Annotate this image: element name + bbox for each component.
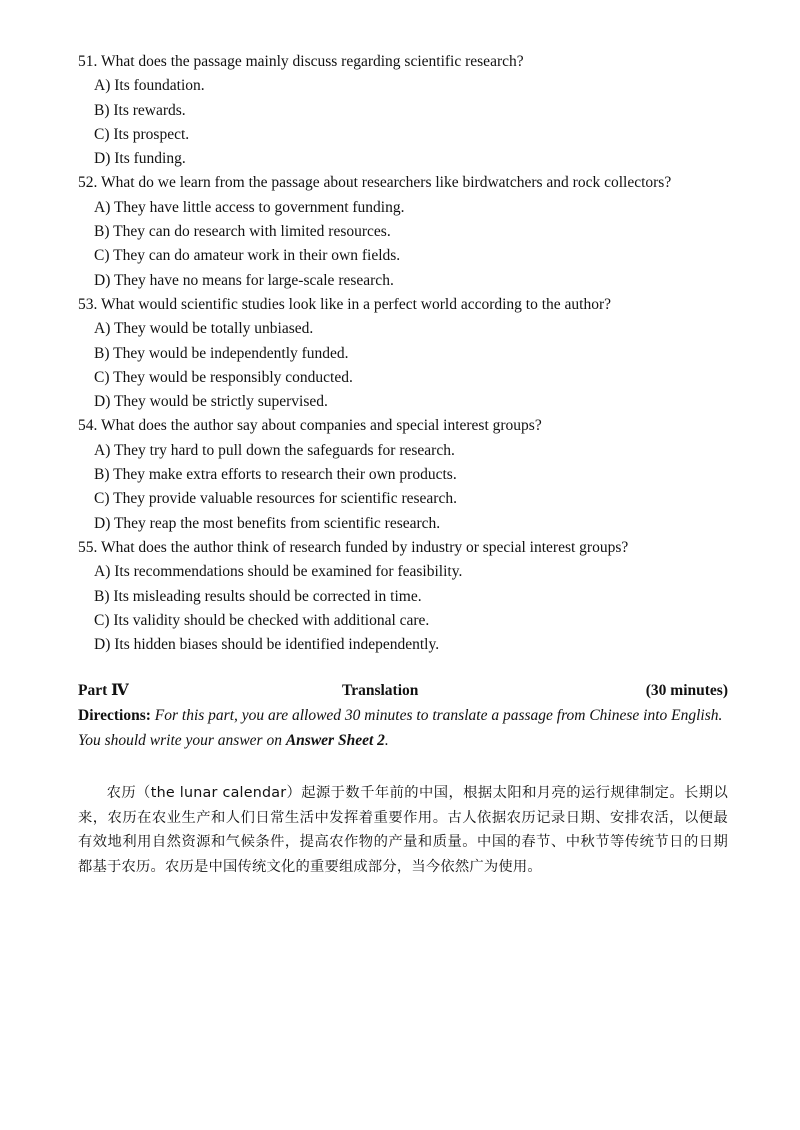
exam-page	[78, 50, 728, 879]
question-53	[78, 293, 728, 414]
option-c: C) Its prospect.	[94, 125, 190, 143]
question-stem: 52. What do we learn from the passage about researchers like birdwatchers and rock collectors?	[78, 174, 672, 192]
option-c: C) They would be responsibly conducted.	[94, 368, 353, 386]
question-list	[78, 50, 728, 657]
option-d: D) They have no means for large-scale research.	[94, 271, 394, 289]
part-time: (30 minutes)	[645, 682, 728, 700]
option-b: B) They can do research with limited resources.	[94, 223, 391, 241]
option-b: B) Its misleading results should be corrected in time.	[94, 587, 422, 605]
option-c: C) They can do amateur work in their own fields.	[94, 247, 401, 265]
option-a: A) They would be totally unbiased.	[94, 320, 314, 338]
option-c: C) Its validity should be checked with additional care.	[94, 611, 430, 629]
question-stem: 54. What does the author say about companies and special interest groups?	[78, 417, 542, 435]
question-stem: 51. What does the passage mainly discuss regarding scientific research?	[78, 53, 524, 70]
part-header	[78, 679, 728, 703]
directions-label: Directions:	[78, 707, 151, 725]
question-51	[78, 50, 728, 171]
translation-passage: 农历（the lunar calendar）起源于数千年前的中国，根据太阳和月亮的运行规律制定。长期以来，农历在农业生产和人们日常生活中发挥着重要作用。古人依据农历记录日期、安排农活，以便最有效地利用自然资源和气候条件，提高农作物的产量和质量。中国的春节、中秋节等传统节日的日期都基于农历。农历是中国传统文化的重要组成部分，当今依然广为使用。	[78, 785, 728, 875]
directions-end: .	[384, 731, 389, 749]
option-b: B) Its rewards.	[94, 101, 186, 119]
option-a: A) Its recommendations should be examined for feasibility.	[94, 563, 463, 581]
answer-sheet-ref: Answer Sheet 2	[285, 731, 385, 749]
question-stem: 55. What does the author think of research funded by industry or special interest groups?	[78, 538, 629, 556]
option-b: B) They make extra efforts to research their own products.	[94, 466, 457, 484]
option-a: A) Its foundation.	[94, 77, 205, 95]
option-d: D) They would be strictly supervised.	[94, 393, 328, 411]
option-a: A) They try hard to pull down the safeguards for research.	[94, 441, 455, 459]
question-54	[78, 414, 728, 535]
part-title: Translation	[342, 682, 419, 700]
question-52	[78, 171, 728, 292]
part-label: Part Ⅳ	[78, 682, 129, 700]
option-a: A) They have little access to government funding.	[94, 198, 405, 216]
option-d: D) Its funding.	[94, 150, 186, 168]
directions	[78, 704, 728, 753]
option-d: D) They reap the most benefits from scientific research.	[94, 514, 441, 532]
option-b: B) They would be independently funded.	[94, 344, 349, 362]
directions-text: For this part, you are allowed 30 minutes to translate a passage from Chinese into English. You should write your answer on	[78, 707, 723, 749]
question-55	[78, 536, 728, 657]
option-d: D) Its hidden biases should be identified independently.	[94, 636, 440, 654]
question-stem: 53. What would scientific studies look like in a perfect world according to the author?	[78, 295, 612, 313]
option-c: C) They provide valuable resources for scientific research.	[94, 490, 457, 508]
